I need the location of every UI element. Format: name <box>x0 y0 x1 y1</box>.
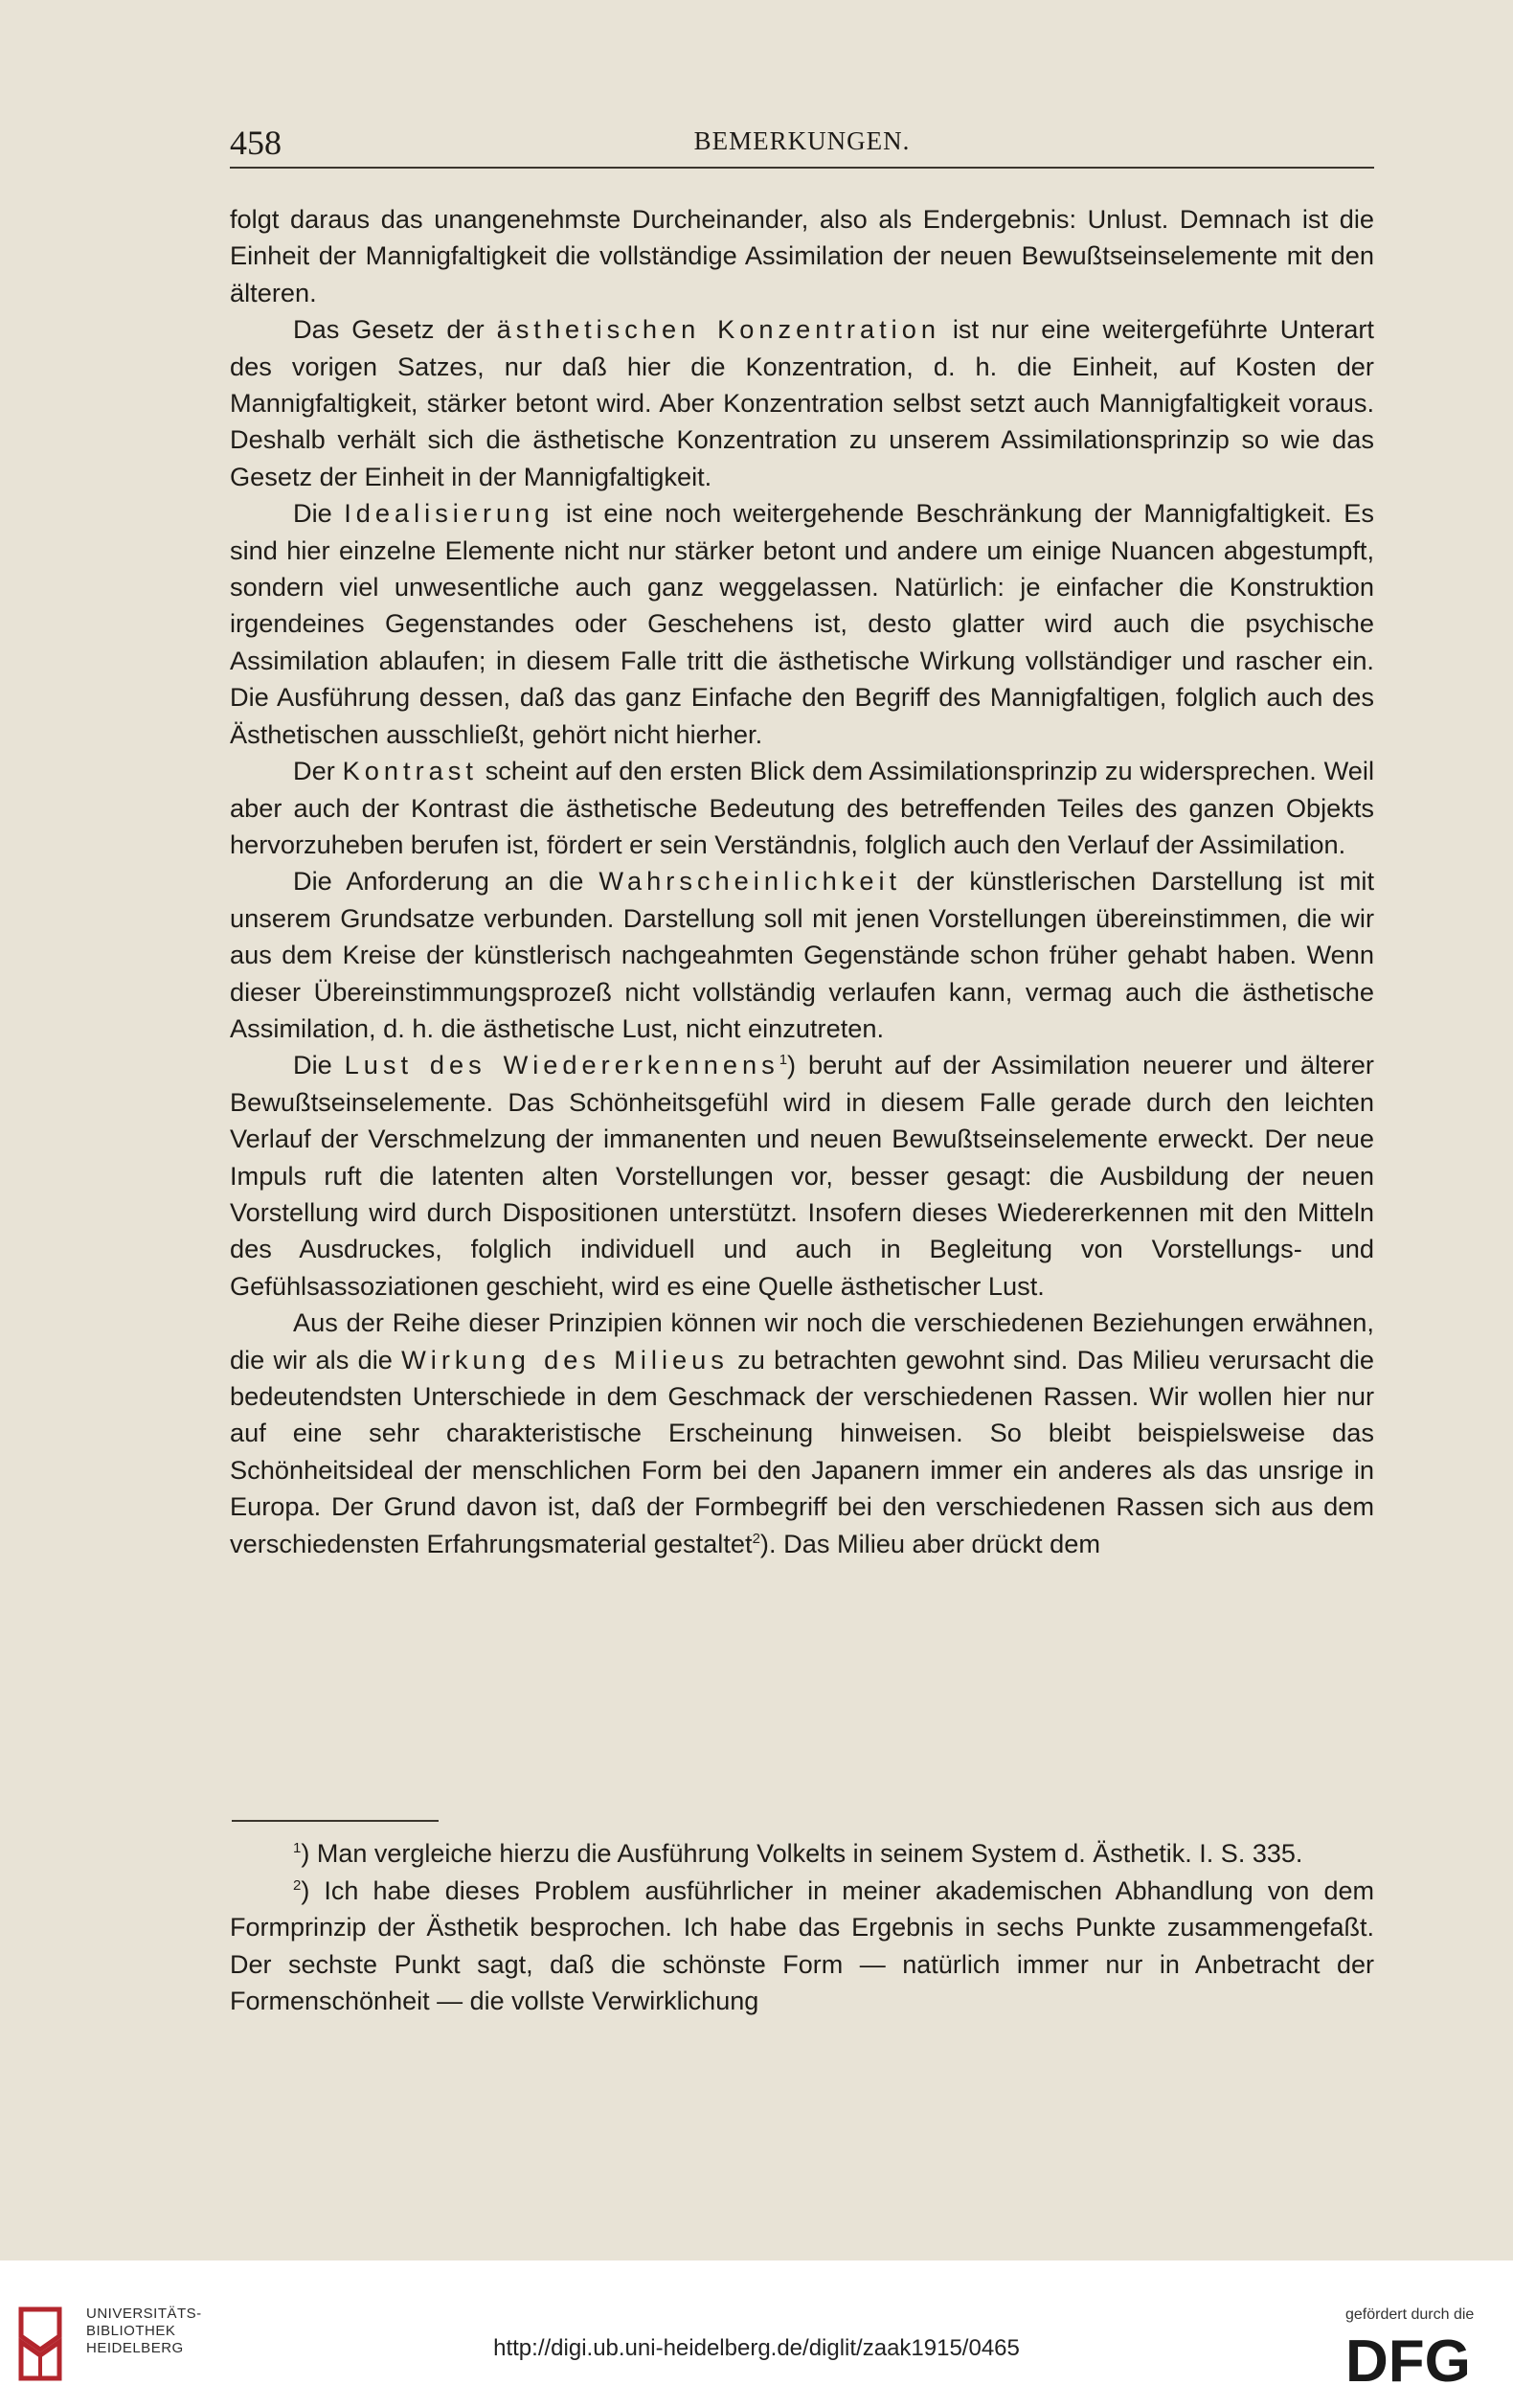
paragraph-7 <box>230 1305 1374 1562</box>
spaced-term: Wahrscheinlichkeit <box>598 866 902 897</box>
spaced-term: Lust des Wiedererkennens <box>344 1050 779 1080</box>
footnote-1 <box>230 1835 1374 1873</box>
paragraph-5 <box>230 863 1374 1047</box>
running-head <box>230 123 1374 169</box>
footnote-number: 1 <box>293 1840 302 1856</box>
paragraph-text: ist nur eine weitergeführte Unterart des vorigen Satzes, nur daß hier die Konzentration, d. h. die Einheit, auf Kosten der Mannigfaltigkeit, stärker betont wird. Aber Konzentration selbst setzt auch Mannigfaltigkeit voraus. Deshalb verhält sich die ästhetische Konzentration zu unserem Assimilationsprinzip so wie das Gesetz der Einheit in der Mannigfaltigkeit. <box>230 314 1374 491</box>
paragraph-text: ist eine noch weitergehende Beschränkung der Mannigfaltigkeit. Es sind hier einzelne Elemente nicht nur stärker betont und andere um einige Nuancen abgestumpft, sondern viel unwesentliche auch ganz weggelassen. Natürlich: je einfacher die Konstruktion irgendeines Gegenstandes oder Geschehens ist, desto glatter wird auch die psychische Assimilation ablaufen; in diesem Falle tritt die ästhetische Wirkung vollständiger und rascher ein. Die Ausführung dessen, daß das ganz Einfache den Begriff des Mannigfaltigen, folglich auch des Ästhetischen ausschließt, gehört nicht hierher. <box>230 498 1374 749</box>
spaced-term: Idealisierung <box>344 498 554 529</box>
viewer-footer <box>0 2260 1513 2408</box>
dfg-logo-lettering: DFG <box>1345 2329 1471 2389</box>
paragraph-text: Der <box>293 756 343 786</box>
funded-by-text: gefördert durch die <box>1345 2306 1475 2323</box>
library-name-line: BIBLIOTHEK <box>86 2323 176 2339</box>
permalink-url[interactable]: http://digi.ub.uni-heidelberg.de/diglit/zaak1915/0465 <box>493 2335 1020 2361</box>
running-title: BEMERKUNGEN. <box>693 126 911 155</box>
footnote-divider <box>232 1820 439 1822</box>
spaced-term: ästhetischen Konzentration <box>496 314 940 345</box>
paragraph-6 <box>230 1047 1374 1305</box>
footnote-number: 2 <box>293 1876 302 1894</box>
paragraph-text: Die <box>293 1050 345 1080</box>
paragraph-text: ). Das Milieu aber drückt dem <box>759 1528 1100 1558</box>
footnote-2 <box>230 1873 1374 2020</box>
paragraph-1 <box>230 201 1374 311</box>
paragraph-text: zu betrachten gewohnt sind. Das Milieu verursacht die bedeutendsten Unterschiede in dem Geschmack der verschiedenen Rassen. Wir wollen hier nur auf eine sehr charakteristische Erscheinung hinweisen. So bleibt beispielsweise das Schönheitsideal der menschlichen Form bei den Japanern immer ein anderes als das unsrige in Europa. Der Grund davon ist, daß der Formbegriff bei den verschiedenen Rassen sich aus dem verschiedensten Erfahrungsmaterial gestaltet <box>230 1344 1374 1558</box>
paragraph-text: folgt daraus das unangenehmste Durcheinander, also als Endergebnis: Unlust. Demnach ist die Einheit der Mannigfaltigkeit die vollständige Assimilation der neuen Bewußtseinselemente mit den älteren. <box>230 204 1374 307</box>
paragraph-text: der künstlerischen Darstellung ist mit unserem Grundsatze verbunden. Darstellung soll mit jenen Vorstellungen übereinstimmen, die wir aus dem Kreise der künstlerisch nachgeahmten Gegenstände schon früher gehabt haben. Wenn dieser Übereinstimmungsprozeß nicht vollständig verlaufen kann, vermag auch die ästhetische Assimilation, d. h. die ästhetische Lust, nicht einzutreten. <box>230 866 1375 1043</box>
footnote-text: ) Ich habe dieses Problem ausführlicher in meiner akademischen Abhandlung von dem Formprinzip der Ästhetik besprochen. Ich habe das Ergebnis in sechs Punkte zusammengefaßt. Der sechste Punkt sagt, daß die schönste Form — natürlich immer nur in Anbetracht der Formenschönheit — die vollste Verwirklichung <box>230 1875 1374 2016</box>
paragraph-2 <box>230 311 1374 495</box>
paragraph-text: Das Gesetz der <box>293 314 497 345</box>
paragraph-4 <box>230 753 1374 863</box>
footnote-text: ) Man vergleiche hierzu die Ausführung Volkelts in seinem System d. Ästhetik. I. S. 335. <box>301 1839 1303 1868</box>
paragraph-text: ) beruht auf der Assimilation neuerer und älterer Bewußtseinselemente. Das Schönheitsgefühl wird in diesem Falle gerade durch den leichten Verlauf der Verschmelzung der immanenten und neuen Bewußtseinselemente erweckt. Der neue Impuls ruft die latenten alten Vorstellungen vor, besser gesagt: die Ausbildung der neuen Vorstellung wird durch Dispositionen unterstützt. Insofern dieses Wiedererkennen mit den Mitteln des Ausdruckes, folglich individuell und auch in Begleitung von Vorstellungs- und Gefühlsassoziationen geschieht, wird es eine Quelle ästhetischer Lust. <box>230 1050 1374 1301</box>
footnotes <box>230 1835 1374 2020</box>
body-text <box>230 201 1374 1562</box>
footnote-marker: 2 <box>752 1530 760 1547</box>
paragraph-text: Die <box>293 498 345 529</box>
spaced-term: Wirkung des Milieus <box>401 1344 729 1374</box>
paragraph-text: scheint auf den ersten Blick dem Assimilationsprinzip zu widersprechen. Weil aber auch der Kontrast die ästhetische Bedeutung des betreffenden Teiles des ganzen Objekts hervorzuheben berufen ist, fördert er sein Verständnis, folglich auch den Verlauf der Assimilation. <box>230 756 1374 859</box>
paragraph-3 <box>230 495 1374 753</box>
footnote-marker: 1 <box>779 1052 788 1069</box>
paragraph-text: Die Anforderung an die <box>293 866 599 897</box>
library-name-line: UNIVERSITÄTS- <box>86 2306 202 2322</box>
paragraph-text: Aus der Reihe dieser Prinzipien können wir noch die verschiedenen Beziehungen erwähnen, die wir als die <box>230 1307 1374 1374</box>
dfg-logo-icon <box>1345 2329 1497 2389</box>
spaced-term: Kontrast <box>342 756 478 786</box>
page-number: 458 <box>230 124 282 162</box>
library-name-line: HEIDELBERG <box>86 2340 184 2356</box>
